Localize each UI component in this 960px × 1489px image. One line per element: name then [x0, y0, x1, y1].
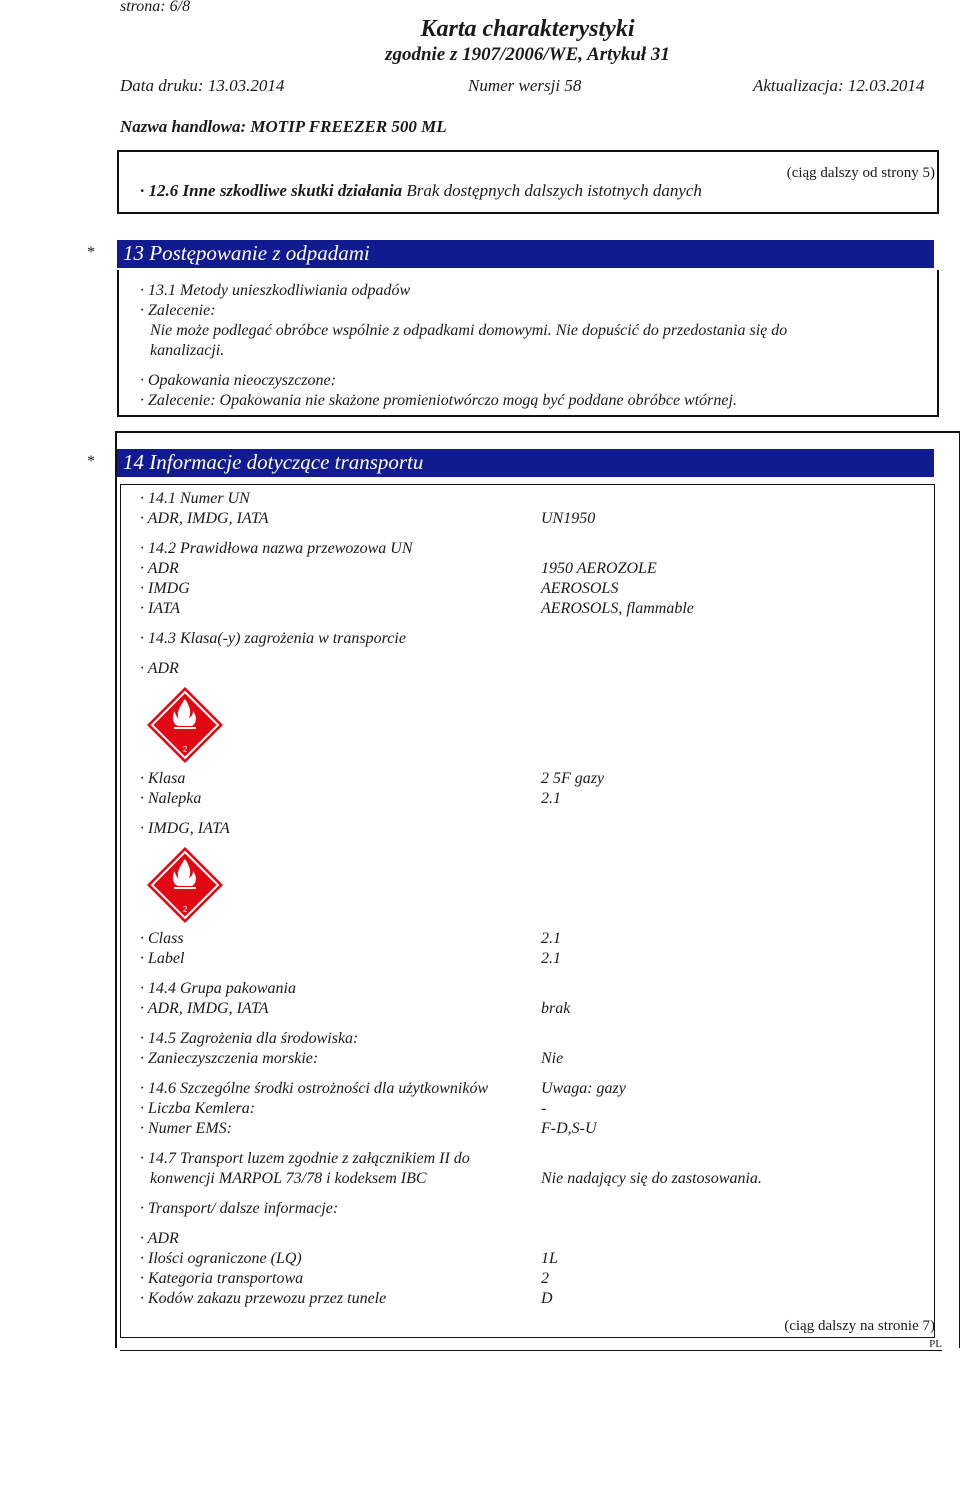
- change-marker-13: *: [87, 244, 95, 261]
- s14-un-value: UN1950: [541, 510, 596, 527]
- s14-precautions-label: · 14.6 Szczególne środki ostrożności dla użytkowników: [140, 1080, 489, 1097]
- s14-label-value: 2.1: [541, 790, 561, 807]
- pictogram-class-number: 2: [182, 745, 188, 754]
- s14-imdg-value: AEROSOLS: [541, 580, 619, 597]
- s13-line5: · Opakowania nieoczyszczone:: [140, 372, 336, 389]
- flammable-gas-diamond-icon-imdg: [146, 846, 224, 924]
- document-title: Karta charakterystyki: [420, 16, 635, 42]
- s14-class-label: · Klasa: [140, 770, 186, 787]
- s14-class-en-label: · Class: [140, 930, 184, 947]
- section-13-header: [117, 240, 934, 268]
- s14-transport-category-value: 2: [541, 1270, 549, 1287]
- version-number: Numer wersji 58: [468, 76, 582, 95]
- s14-lq-value: 1L: [541, 1250, 558, 1267]
- s14-marpol-label: konwencji MARPOL 73/78 i kodeksem IBC: [150, 1170, 427, 1187]
- footer-rule: [120, 1350, 942, 1351]
- s14-packing-group-heading: · 14.4 Grupa pakowania: [140, 980, 296, 997]
- s13-line6-value: Opakowania nie skażone promieniotwórczo mogą być poddane obróbce wtórnej.: [219, 392, 737, 409]
- s13-line6-label: · Zalecenie:: [140, 392, 216, 409]
- pictogram-class-number-imdg: 2: [182, 905, 188, 914]
- change-marker-14: *: [87, 453, 95, 470]
- s14-transport-category-label: · Kategoria transportowa: [140, 1270, 304, 1287]
- s14-class-en-value: 2.1: [541, 930, 561, 947]
- s13-line2: · Zalecenie:: [140, 302, 216, 319]
- s13-line3: Nie może podlegać obróbce wspólnie z odpadkami domowymi. Nie dopuścić do przedostania się do: [150, 322, 788, 339]
- s14-marpol-value: Nie nadający się do zastosowania.: [541, 1170, 762, 1187]
- section-12-6-label: · 12.6 Inne szkodliwe skutki działania: [140, 181, 403, 200]
- section-14-header: [117, 449, 934, 477]
- document-subtitle: zgodnie z 1907/2006/WE, Artykuł 31: [385, 44, 670, 65]
- print-date: Data druku: 13.03.2014: [120, 76, 285, 95]
- s14-kemler-label: · Liczba Kemlera:: [140, 1100, 256, 1117]
- s14-un-label: · ADR, IMDG, IATA: [140, 510, 269, 527]
- continued-from-note: (ciąg dalszy od strony 5): [786, 165, 935, 181]
- s14-adr-label: · ADR: [140, 560, 179, 577]
- s14-tunnel-code-value: D: [541, 1290, 553, 1307]
- s13-line4: kanalizacji.: [150, 342, 225, 359]
- s14-iata-label: · IATA: [140, 600, 180, 617]
- s14-ems-value: F-D,S-U: [541, 1120, 597, 1137]
- s14-packing-label: · ADR, IMDG, IATA: [140, 1000, 269, 1017]
- s14-label-en-value: 2.1: [541, 950, 561, 967]
- s14-packing-value: brak: [541, 1000, 571, 1017]
- s14-ems-label: · Numer EMS:: [140, 1120, 232, 1137]
- s14-marine-pollutant-value: Nie: [541, 1050, 564, 1067]
- language-code: PL: [929, 1338, 942, 1350]
- section-12-6-row: [140, 181, 702, 201]
- s14-further-info-heading: · Transport/ dalsze informacje:: [140, 1200, 339, 1217]
- s14-iata-value: AEROSOLS, flammable: [541, 600, 694, 617]
- s14-precautions-value: Uwaga: gazy: [541, 1080, 626, 1097]
- s13-line6: [140, 392, 737, 410]
- s14-adr-further-subheading: · ADR: [140, 1230, 179, 1247]
- flammable-gas-diamond-icon: [146, 686, 224, 764]
- section-13-title: 13 Postępowanie z odpadami: [123, 241, 370, 265]
- s14-lq-label: · Ilości ograniczone (LQ): [140, 1250, 302, 1267]
- s14-imdg-iata-subheading: · IMDG, IATA: [140, 820, 230, 837]
- trade-name: Nazwa handlowa: MOTIP FREEZER 500 ML: [120, 117, 447, 136]
- section-14-title: 14 Informacje dotyczące transportu: [123, 450, 424, 474]
- s14-tunnel-code-label: · Kodów zakazu przewozu przez tunele: [140, 1290, 387, 1307]
- section-12-6-value: Brak dostępnych dalszych istotnych danych: [406, 181, 702, 200]
- s14-env-hazards-heading: · 14.5 Zagrożenia dla środowiska:: [140, 1030, 359, 1047]
- s14-imdg-label: · IMDG: [140, 580, 190, 597]
- continued-to-note: (ciąg dalszy na stronie 7): [784, 1318, 935, 1334]
- s14-label-en-label: · Label: [140, 950, 185, 967]
- s14-adr-subheading: · ADR: [140, 660, 179, 677]
- s14-adr-value: 1950 AEROZOLE: [541, 560, 657, 577]
- s14-class-value: 2 5F gazy: [541, 770, 605, 787]
- s14-shipping-name-heading: · 14.2 Prawidłowa nazwa przewozowa UN: [140, 540, 413, 557]
- s14-marine-pollutant-label: · Zanieczyszczenia morskie:: [140, 1050, 319, 1067]
- page-number: strona: 6/8: [120, 0, 191, 15]
- s14-hazard-class-heading: · 14.3 Klasa(-y) zagrożenia w transporcie: [140, 630, 406, 647]
- s14-label-label: · Nalepka: [140, 790, 202, 807]
- update-date: Aktualizacja: 12.03.2014: [753, 76, 925, 95]
- s14-kemler-value: -: [541, 1100, 547, 1117]
- s13-line1: · 13.1 Metody unieszkodliwiania odpadów: [140, 282, 411, 299]
- s14-un-number-heading: · 14.1 Numer UN: [140, 490, 250, 507]
- s14-bulk-transport-heading: · 14.7 Transport luzem zgodnie z załącznikiem II do: [140, 1150, 470, 1167]
